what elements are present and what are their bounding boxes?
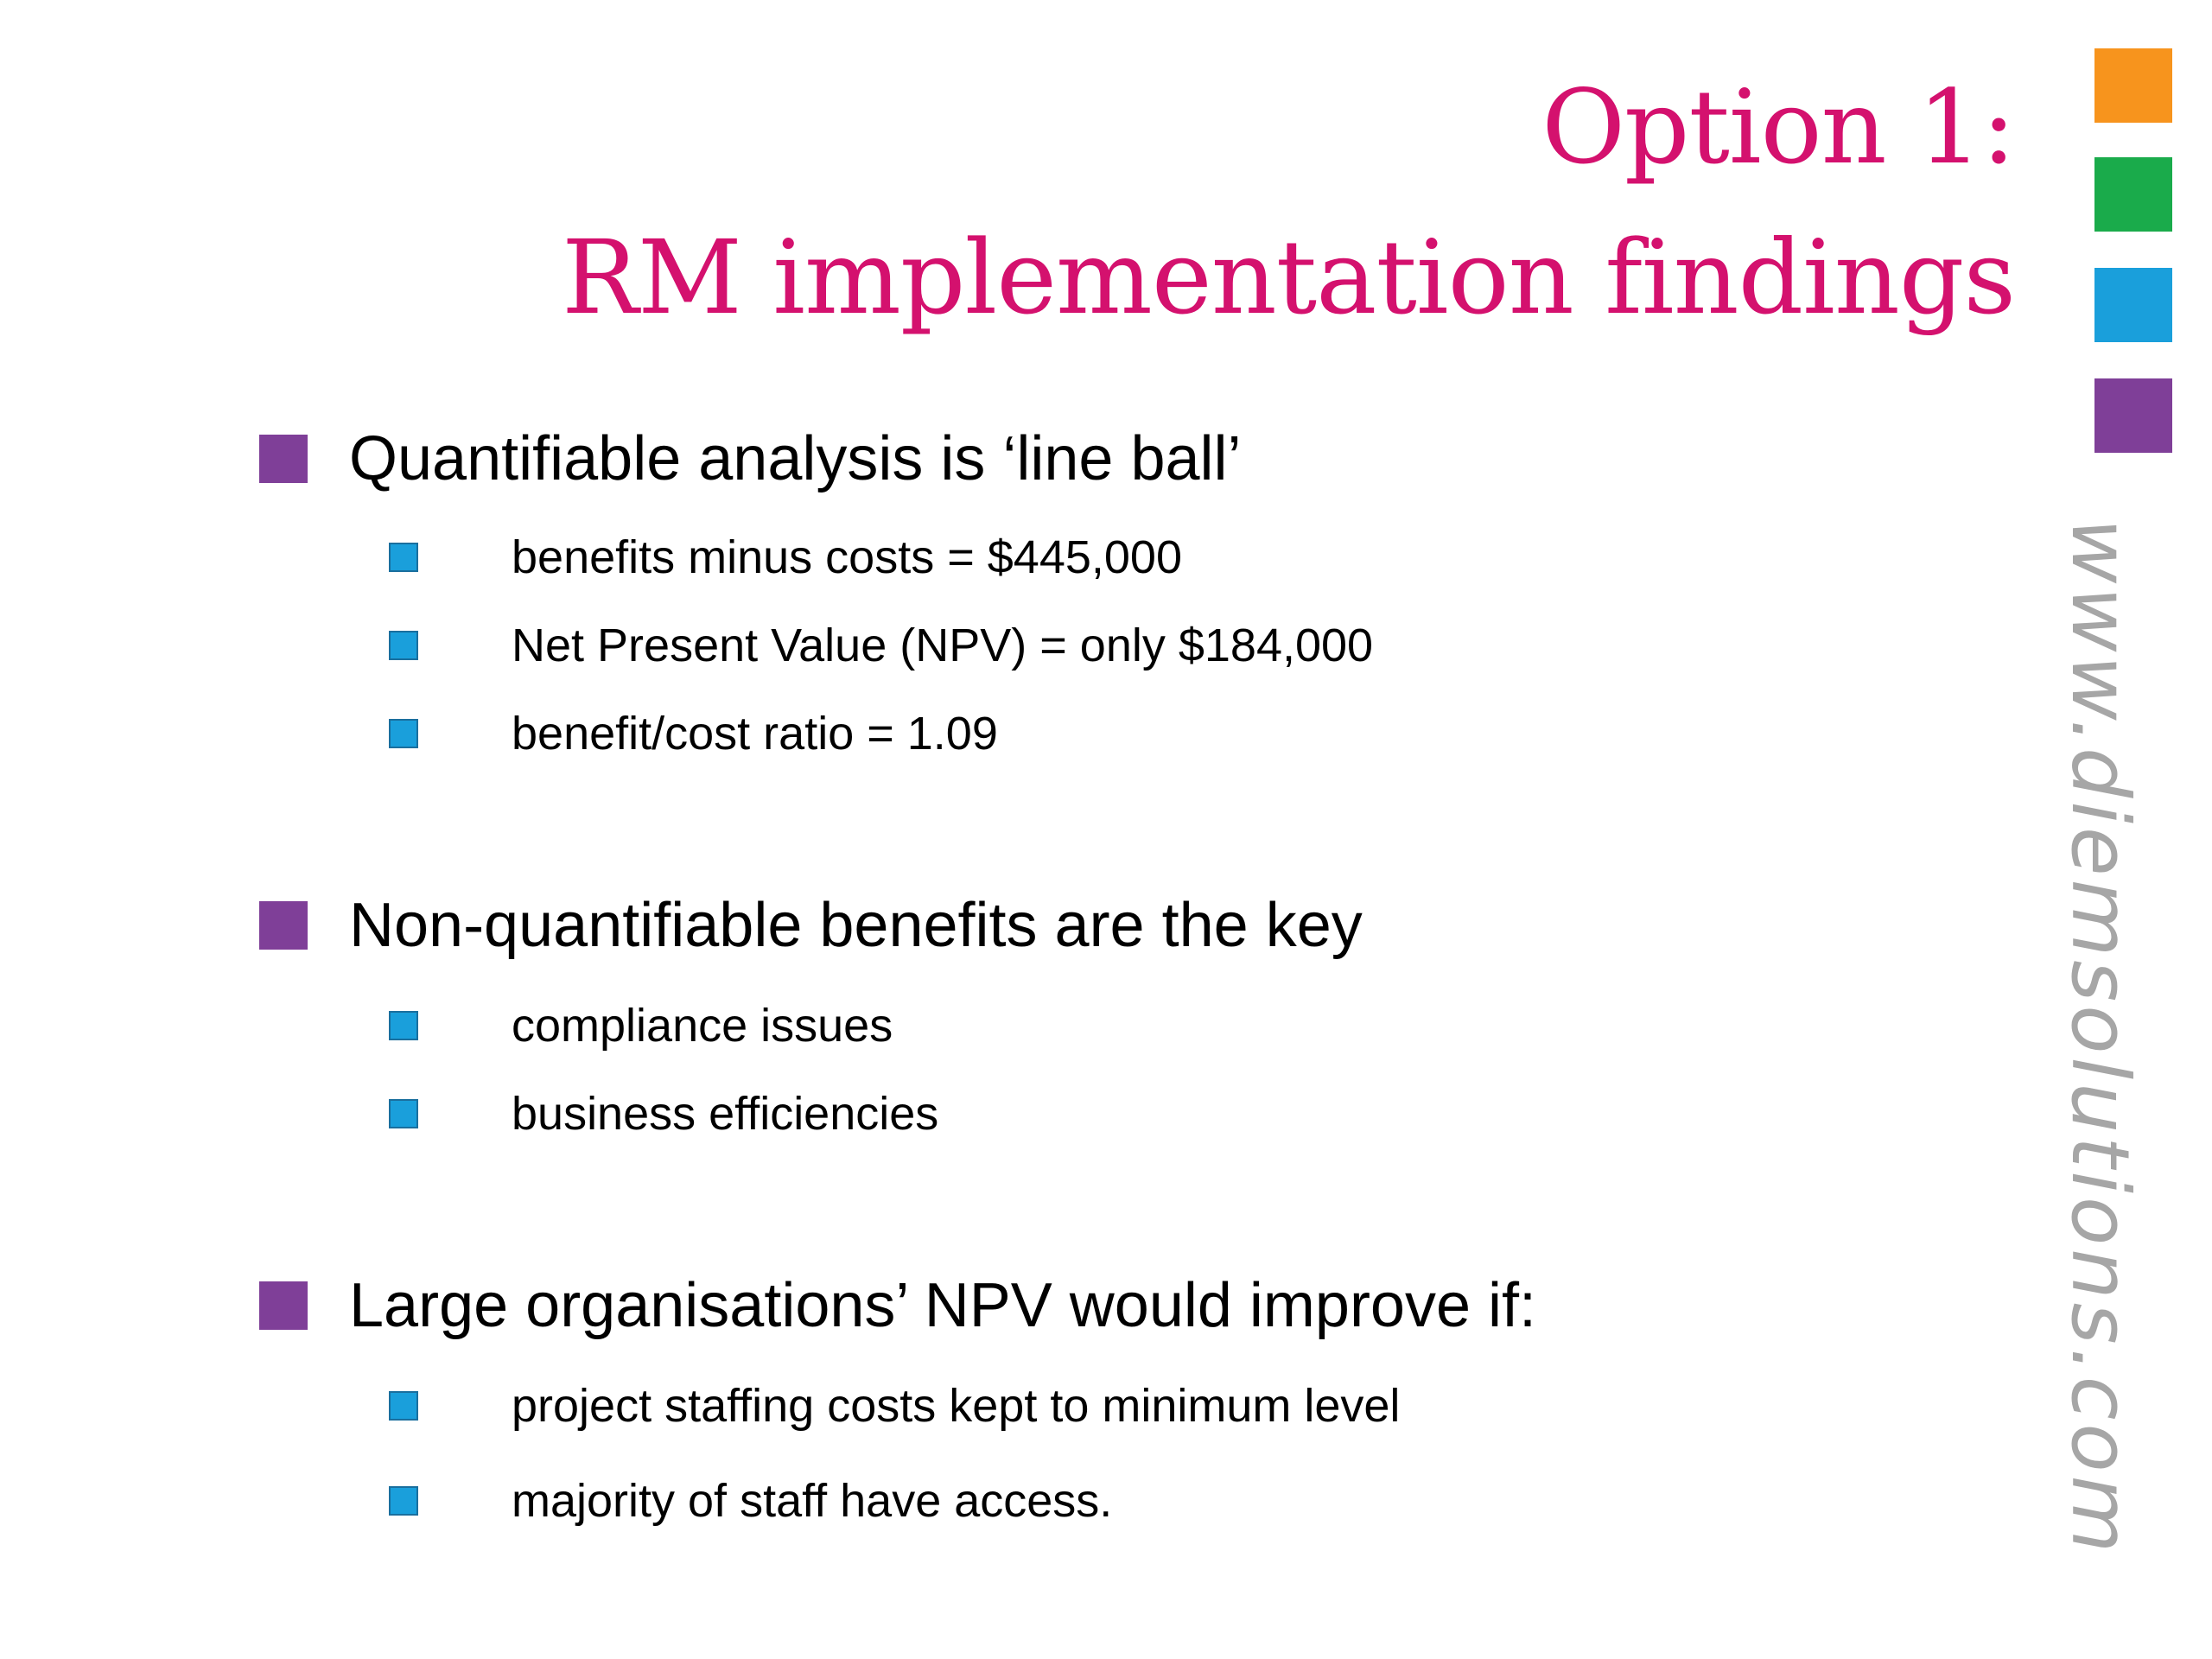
list-item [389,1379,1400,1433]
list-item-text: project staffing costs kept to minimum level [512,1380,1401,1432]
list-item [389,707,998,760]
watermark-url: www.diemsolutions.com [2054,518,2146,1557]
list-item-text: Net Present Value (NPV) = only $184,000 [512,620,1374,671]
list-item [389,1087,938,1141]
bullet-square-icon [259,435,308,483]
list-item [389,619,1373,672]
deco-square-green [2094,157,2172,232]
list-item [389,999,893,1052]
deco-square-purple [2094,378,2172,453]
deco-square-blue [2094,268,2172,342]
section-heading-text: Large organisations’ NPV would improve if: [349,1271,1537,1340]
list-item-text: majority of staff have access. [512,1475,1113,1527]
section-heading-text: Quantifiable analysis is ‘line ball’ [349,424,1242,493]
deco-square-orange [2094,48,2172,123]
section-heading [259,1270,1536,1341]
bullet-square-icon [389,719,418,748]
bullet-square-icon [389,631,418,660]
list-item [389,1474,1112,1528]
list-item-text: benefits minus costs = $445,000 [512,531,1182,583]
bullet-square-icon [389,1391,418,1421]
list-item-text: compliance issues [512,1000,893,1052]
section-heading [259,890,1363,961]
bullet-square-icon [389,543,418,572]
list-item-text: business efficiencies [512,1088,939,1140]
bullet-square-icon [389,1486,418,1516]
section-heading [259,423,1242,494]
bullet-square-icon [389,1011,418,1040]
section-heading-text: Non-quantifiable benefits are the key [349,891,1363,960]
bullet-square-icon [259,901,308,950]
bullet-square-icon [259,1281,308,1330]
title-line-2: RM implementation findings [562,218,2015,337]
title-line-1: Option 1: [1541,67,2015,187]
list-item [389,531,1182,584]
list-item-text: benefit/cost ratio = 1.09 [512,708,998,760]
bullet-square-icon [389,1099,418,1128]
